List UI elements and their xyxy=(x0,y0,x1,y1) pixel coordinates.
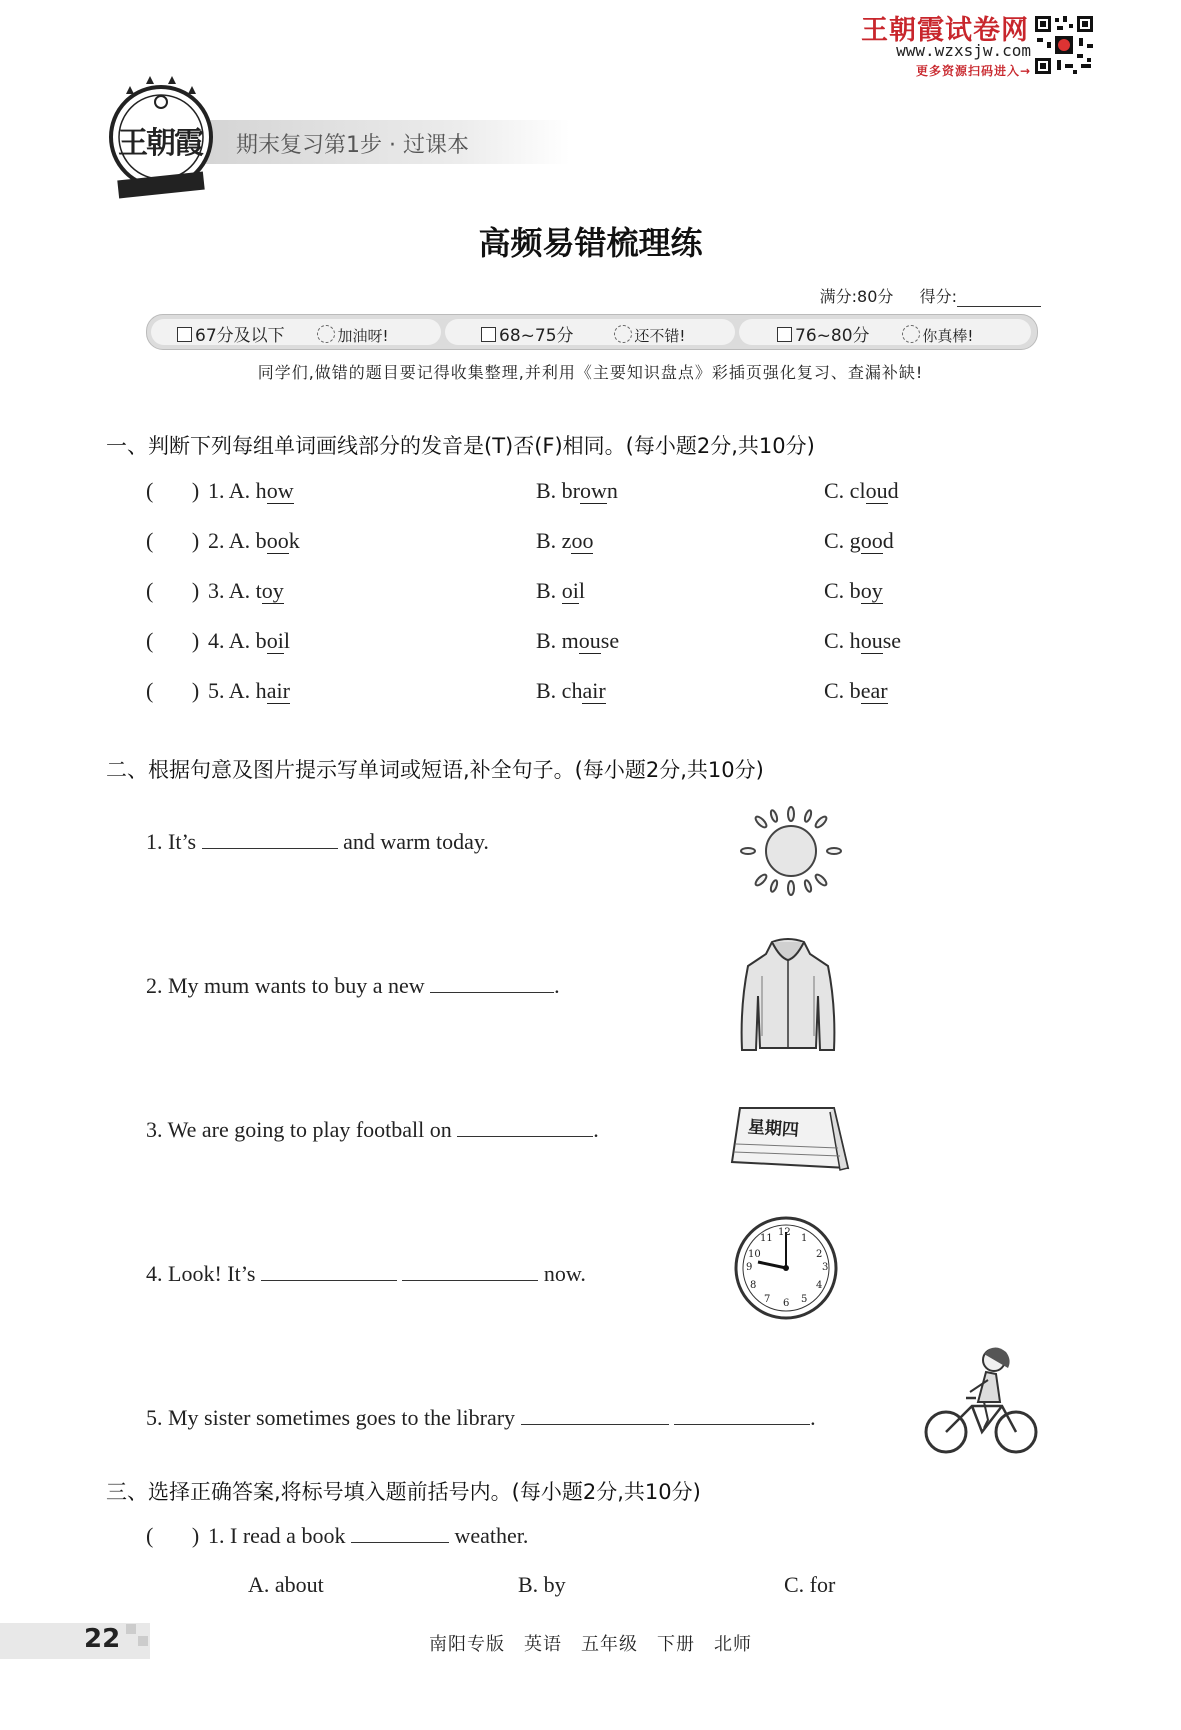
grade-praise: 加油呀! xyxy=(337,327,389,345)
s3-option-a[interactable]: A. about xyxy=(248,1572,324,1597)
opt-b: B. z xyxy=(536,528,572,553)
sun-icon xyxy=(736,806,846,896)
s2-item-5 xyxy=(146,1404,816,1431)
s1-row-4 xyxy=(146,628,290,654)
qr-code-icon[interactable] xyxy=(1033,14,1095,76)
underlined-letters: ow xyxy=(580,478,607,503)
opt-a: A. t xyxy=(228,578,262,603)
brand-url[interactable]: www.wzxsjw.com xyxy=(896,41,1031,60)
answer-bracket[interactable]: ( ) xyxy=(146,1523,200,1548)
score-label: 得分: xyxy=(919,287,957,306)
item-number: 1. xyxy=(208,1523,225,1548)
grade-option-1[interactable] xyxy=(177,321,388,346)
opt-b: B. ch xyxy=(536,678,583,703)
s3-item-1 xyxy=(146,1522,528,1549)
s1-row-5-c xyxy=(824,678,888,704)
clock-number: 3 xyxy=(822,1262,829,1273)
s1-row-4-c xyxy=(824,628,901,654)
sentence-end: . xyxy=(810,1405,816,1430)
girl-riding-bike-icon xyxy=(922,1340,1042,1460)
section2-heading: 二、根据句意及图片提示写单词或短语,补全句子。(每小题2分,共10分) xyxy=(106,758,764,782)
clock-number: 6 xyxy=(783,1298,790,1309)
grade-range: 67分及以下 xyxy=(195,326,285,346)
clock-number: 11 xyxy=(760,1233,773,1244)
s1-row-3 xyxy=(146,578,284,604)
s1-row-3-c xyxy=(824,578,883,604)
grade-range: 76~80分 xyxy=(795,326,870,346)
clock-number: 7 xyxy=(764,1294,771,1305)
s1-row-2-c xyxy=(824,528,894,554)
sentence-end: and warm today. xyxy=(343,829,489,854)
grade-praise: 你真棒! xyxy=(922,327,974,345)
answer-bracket[interactable]: ( ) xyxy=(146,478,200,503)
clock-illustration xyxy=(734,1216,838,1320)
item-number: 5. xyxy=(208,678,225,703)
underlined-letters: oi xyxy=(266,628,284,653)
checkbox-icon[interactable] xyxy=(177,327,192,342)
underlined-letters: oo xyxy=(860,528,883,553)
opt-c: C. g xyxy=(824,528,861,553)
underlined-letters: oo xyxy=(571,528,594,553)
underlined-letters: oy xyxy=(261,578,284,603)
answer-bracket[interactable]: ( ) xyxy=(146,628,200,653)
clock-number: 5 xyxy=(801,1294,808,1305)
opt-c: C. b xyxy=(824,578,861,603)
clock-number: 1 xyxy=(801,1233,808,1244)
sentence-start: I read a book xyxy=(230,1523,346,1548)
section1-heading: 一、判断下列每组单词画线部分的发音是(T)否(F)相同。(每小题2分,共10分) xyxy=(106,434,815,458)
section3-heading: 三、选择正确答案,将标号填入题前括号内。(每小题2分,共10分) xyxy=(106,1480,701,1504)
opt-b: B. xyxy=(536,578,562,603)
grade-option-2[interactable] xyxy=(481,321,685,346)
opt-b-rest: l xyxy=(578,578,585,603)
opt-b-rest: se xyxy=(600,628,620,653)
checkbox-icon[interactable] xyxy=(481,327,496,342)
answer-blank[interactable] xyxy=(402,1260,538,1281)
face-icon xyxy=(317,325,335,343)
score-line xyxy=(820,284,1041,307)
clock-number: 10 xyxy=(748,1249,761,1260)
item-number: 2. xyxy=(208,528,225,553)
opt-a: A. h xyxy=(228,678,267,703)
s1-row-3-b xyxy=(536,578,585,604)
clock-number: 9 xyxy=(746,1262,753,1273)
grade-option-3[interactable] xyxy=(777,321,973,346)
item-number: 1. xyxy=(208,478,225,503)
opt-c-rest: d xyxy=(882,528,894,553)
answer-blank[interactable] xyxy=(261,1260,397,1281)
opt-b: B. m xyxy=(536,628,579,653)
opt-a: A. b xyxy=(228,528,267,553)
underlined-letters: ow xyxy=(266,478,294,503)
s2-item-1 xyxy=(146,828,489,855)
item-number: 4. xyxy=(208,628,225,653)
underlined-letters: oo xyxy=(266,528,289,553)
sentence-start: 2. My mum wants to buy a new xyxy=(146,973,425,998)
calendar-illustration xyxy=(726,1104,852,1176)
sentence-start: 1. It’s xyxy=(146,829,197,854)
sentence-end: now. xyxy=(543,1261,586,1286)
underlined-letters: oi xyxy=(561,578,579,603)
sentence-end: . xyxy=(593,1117,599,1142)
underlined-letters: ou xyxy=(865,478,888,503)
answer-blank[interactable] xyxy=(430,972,554,993)
s1-row-2 xyxy=(146,528,300,554)
grade-range: 68~75分 xyxy=(499,326,574,346)
sentence-start: 4. Look! It’s xyxy=(146,1261,256,1286)
page-title: 高频易错梳理练 xyxy=(478,224,703,262)
s3-option-c[interactable]: C. for xyxy=(784,1572,836,1597)
underlined-letters: air xyxy=(266,678,290,703)
s1-row-1 xyxy=(146,478,294,504)
clock-number: 12 xyxy=(778,1227,791,1238)
underlined-letters: ou xyxy=(578,628,601,653)
answer-blank[interactable] xyxy=(457,1116,593,1137)
calendar-day-text: 星期四 xyxy=(747,1117,800,1141)
brand-name: 王朝霞试卷网 xyxy=(861,15,1029,46)
study-tip: 同学们,做错的题目要记得收集整理,并利用《主要知识盘点》彩插页强化复习、查漏补缺! xyxy=(257,363,924,382)
s1-row-1-b xyxy=(536,478,618,504)
brand-scan-hint: 更多资源扫码进入→ xyxy=(915,64,1031,78)
answer-blank[interactable] xyxy=(202,828,338,849)
answer-blank[interactable] xyxy=(674,1404,810,1425)
s2-item-2 xyxy=(146,972,560,999)
clock-number: 2 xyxy=(816,1249,823,1260)
sentence-start: 5. My sister sometimes goes to the library xyxy=(146,1405,516,1430)
s1-row-5-b xyxy=(536,678,606,704)
sentence-end: weather. xyxy=(454,1523,529,1548)
opt-c-rest: se xyxy=(882,628,902,653)
face-icon xyxy=(902,325,920,343)
opt-a-rest: l xyxy=(283,628,290,653)
s1-row-5 xyxy=(146,678,290,704)
opt-b: B. br xyxy=(536,478,580,503)
answer-bracket[interactable]: ( ) xyxy=(146,678,200,703)
opt-a-rest: k xyxy=(288,528,300,553)
clock-number: 4 xyxy=(816,1280,823,1291)
underlined-letters: oy xyxy=(860,578,883,603)
underlined-letters: ear xyxy=(860,678,888,703)
item-number: 3. xyxy=(208,578,225,603)
step-label: 期末复习第1步 · 过课本 xyxy=(236,133,469,158)
grade-bar xyxy=(146,314,1038,350)
jacket-icon xyxy=(736,936,840,1056)
clock-number: 8 xyxy=(750,1280,757,1291)
opt-a: A. b xyxy=(228,628,267,653)
opt-a: A. h xyxy=(228,478,267,503)
s3-option-b[interactable]: B. by xyxy=(518,1572,566,1597)
answer-blank[interactable] xyxy=(351,1522,449,1543)
grade-praise: 还不错! xyxy=(634,327,686,345)
s1-row-1-c xyxy=(824,478,899,504)
underlined-letters: air xyxy=(582,678,606,703)
s2-item-3 xyxy=(146,1116,599,1143)
opt-c: C. cl xyxy=(824,478,866,503)
face-icon xyxy=(614,325,632,343)
full-score: 满分:80分 xyxy=(819,287,894,306)
page-number: 22 xyxy=(84,1624,121,1654)
sentence-start: 3. We are going to play football on xyxy=(146,1117,452,1142)
sentence-end: . xyxy=(554,973,560,998)
s1-row-4-b xyxy=(536,628,619,654)
checkbox-icon[interactable] xyxy=(777,327,792,342)
answer-bracket[interactable]: ( ) xyxy=(146,578,200,603)
underlined-letters: ou xyxy=(860,628,883,653)
score-blank[interactable] xyxy=(957,290,1041,307)
opt-c: C. h xyxy=(824,628,861,653)
opt-b-rest: n xyxy=(606,478,618,503)
opt-c: C. b xyxy=(824,678,861,703)
answer-bracket[interactable]: ( ) xyxy=(146,528,200,553)
s1-row-2-b xyxy=(536,528,593,554)
footer-edition: 南阳专版 英语 五年级 下册 北师 xyxy=(429,1634,752,1655)
logo-text: 王朝霞 xyxy=(118,126,202,161)
s2-item-4 xyxy=(146,1260,586,1287)
answer-blank[interactable] xyxy=(521,1404,669,1425)
opt-c-rest: d xyxy=(887,478,899,503)
